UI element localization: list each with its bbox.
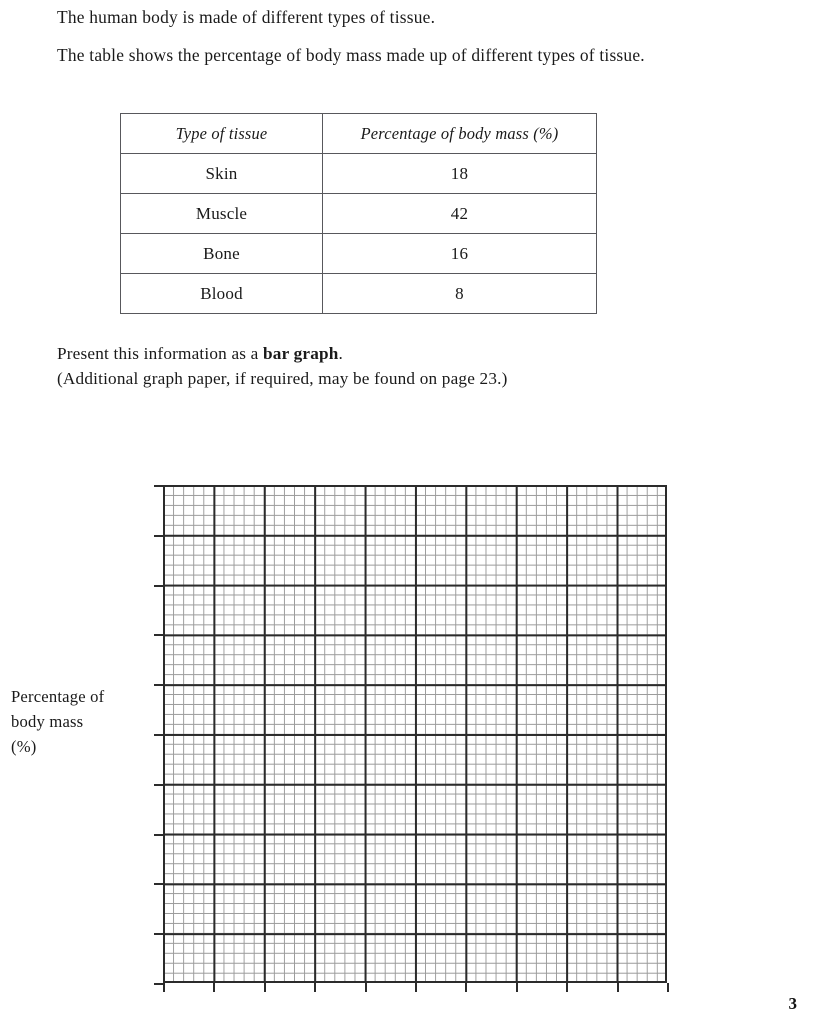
- y-axis-label: [11, 684, 151, 759]
- table-header-percentage-of-body-mass: Percentage of body mass (%): [323, 114, 597, 154]
- y-axis-tick: [154, 485, 163, 487]
- y-axis-tick: [154, 933, 163, 935]
- intro-paragraph-2: The table shows the percentage of body mass made up of different types of tissue.: [57, 45, 645, 65]
- grid-major-lines: [163, 485, 667, 983]
- y-axis-tick: [154, 684, 163, 686]
- table-row: [121, 194, 597, 234]
- intro-text-block: [57, 4, 773, 68]
- table-cell-tissue: Blood: [121, 274, 323, 314]
- table-header-type-of-tissue: Type of tissue: [121, 114, 323, 154]
- x-axis-tick: [465, 983, 467, 992]
- tissue-data-table: [120, 113, 597, 314]
- y-axis-tick: [154, 734, 163, 736]
- table-cell-tissue: Bone: [121, 234, 323, 274]
- x-axis-tick: [667, 983, 669, 992]
- page-number: 3: [788, 994, 797, 1013]
- y-axis-tick: [154, 834, 163, 836]
- table-row: [121, 274, 597, 314]
- tissue-data-table-wrapper: [120, 113, 578, 314]
- instruction-line-2: (Additional graph paper, if required, may be found on page 23.): [57, 369, 508, 388]
- intro-paragraph-1: The human body is made of different types of tissue.: [57, 7, 436, 27]
- x-axis-tick: [617, 983, 619, 992]
- x-axis-tick: [314, 983, 316, 992]
- instruction-line-1-prefix: Present this information as a: [57, 344, 264, 363]
- table-row: [121, 154, 597, 194]
- table-cell-percentage: 18: [323, 154, 597, 194]
- y-axis-tick: [154, 585, 163, 587]
- y-axis-label-line-1: Percentage of: [11, 687, 105, 706]
- instruction-line-1-emphasis: bar graph: [263, 344, 339, 363]
- y-axis-tick: [154, 883, 163, 885]
- y-axis-tick: [154, 535, 163, 537]
- table-header-row: [121, 114, 597, 154]
- x-axis-tick: [365, 983, 367, 992]
- table-cell-percentage: 16: [323, 234, 597, 274]
- table-cell-tissue: Skin: [121, 154, 323, 194]
- y-axis-tick: [154, 784, 163, 786]
- table-cell-percentage: 42: [323, 194, 597, 234]
- y-axis-tick: [154, 634, 163, 636]
- y-axis-label-line-2: body mass: [11, 712, 84, 731]
- x-axis-tick: [213, 983, 215, 992]
- x-axis-tick: [566, 983, 568, 992]
- table-cell-tissue: Muscle: [121, 194, 323, 234]
- x-axis-tick: [264, 983, 266, 992]
- instruction-line-1: [57, 341, 757, 366]
- x-axis-tick: [163, 983, 165, 992]
- instruction-line-1-suffix: .: [338, 344, 344, 363]
- graph-paper-grid[interactable]: [163, 485, 667, 983]
- y-axis-tick: [154, 983, 163, 985]
- x-axis-tick: [415, 983, 417, 992]
- table-row: [121, 234, 597, 274]
- y-axis-label-line-3: (%): [11, 737, 37, 756]
- x-axis-tick: [516, 983, 518, 992]
- instruction-block: [57, 341, 757, 391]
- grid-right-edge: [665, 485, 667, 983]
- table-cell-percentage: 8: [323, 274, 597, 314]
